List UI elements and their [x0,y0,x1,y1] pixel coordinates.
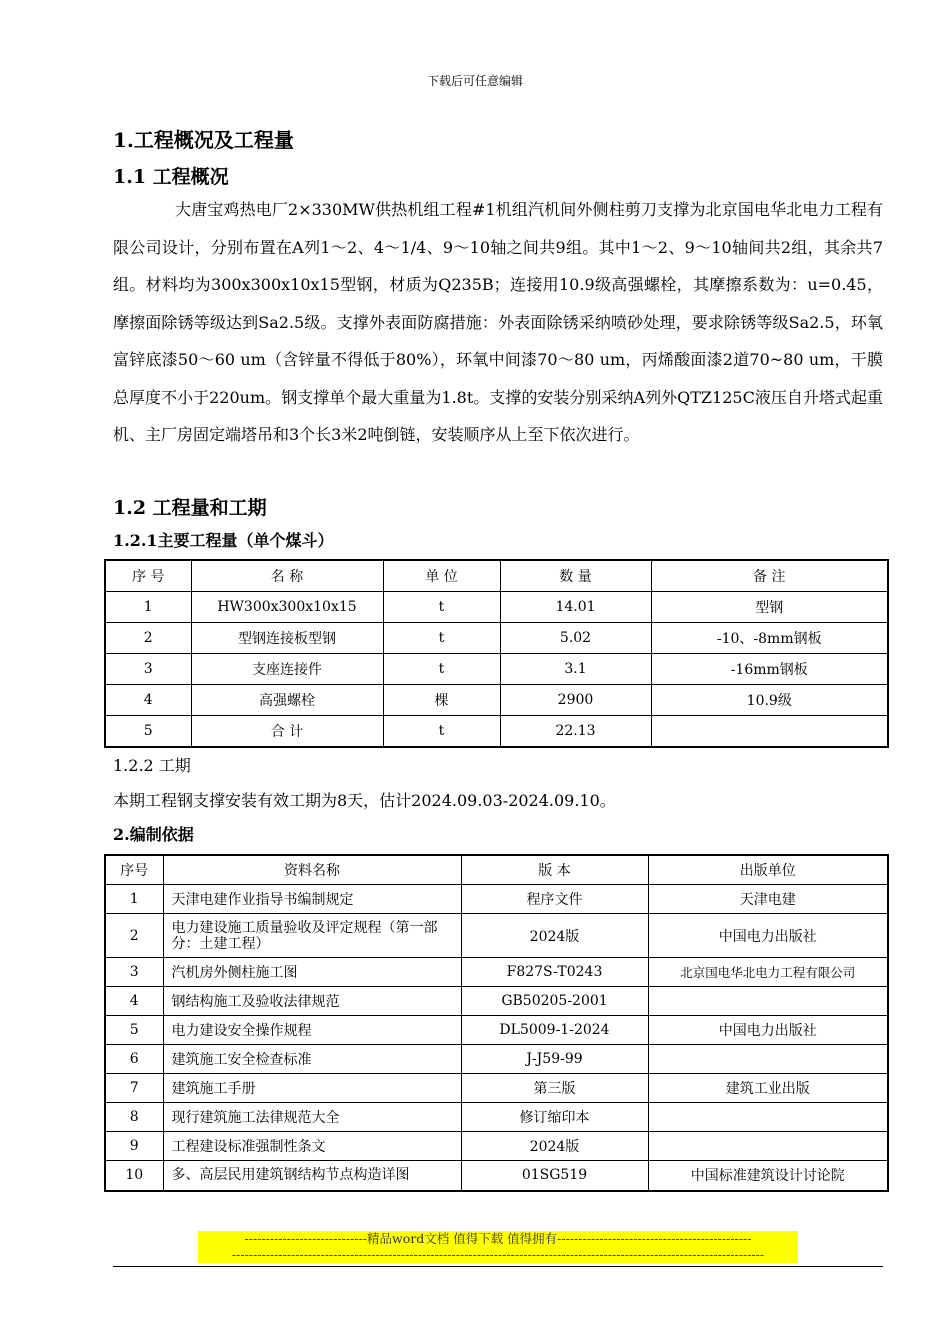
table-cell: HW300x300x10x15 [191,592,383,623]
footer-promo-line2: ------------------------------------------------------------------------------------------------------------------------------ [231,1247,765,1262]
table-cell: 第三版 [461,1074,648,1103]
table-cell: GB50205-2001 [461,987,648,1016]
table-row [105,1045,888,1074]
table-cell: 中国电力出版社 [648,914,888,958]
table-cell: 5.02 [500,623,651,654]
table-cell: 5 [105,1016,163,1045]
table-row [105,1074,888,1103]
table-cell: 2 [105,914,163,958]
table-cell: t [383,716,500,748]
header-cell: 单 位 [383,560,500,592]
footer-promo-line1: -----------------------------精品word文档 值得下载 值得拥有---------------------------------------------- [244,1231,752,1246]
table-cell: -16mm钢板 [651,654,888,685]
header-cell: 出版单位 [648,855,888,885]
table-cell: 修订缩印本 [461,1103,648,1132]
table-cell: 棵 [383,685,500,716]
table-cell: 工程建设标准强制性条文 [163,1132,461,1161]
table-cell: 4 [105,987,163,1016]
table-cell: 14.01 [500,592,651,623]
table-row [105,623,888,654]
table-row [105,654,888,685]
table-cell [648,987,888,1016]
table-cell: 多、高层民用建筑钢结构节点构造详图 [163,1161,461,1191]
quantities-table [104,559,889,748]
table-cell [651,716,888,748]
table-cell: 建筑施工手册 [163,1074,461,1103]
table-cell: 1 [105,592,191,623]
footer-divider [113,1266,883,1267]
header-cell: 资料名称 [163,855,461,885]
table-row [105,958,888,987]
table-row [105,1016,888,1045]
table-cell: 2024版 [461,914,648,958]
table-cell: 程序文件 [461,885,648,914]
table-cell: J-J59-99 [461,1045,648,1074]
table-cell: DL5009-1-2024 [461,1016,648,1045]
table-row [105,987,888,1016]
overview-paragraph: 大唐宝鸡热电厂2×330MW供热机组工程#1机组汽机间外侧柱剪刀支撑为北京国电华北电力工程有限公司设计，分别布置在A列1～2、4～1/4、9～10轴之间共9组。其中1～2、9～10轴间共2组，其余共7组。材料均为300x300x10x15型钢，材质为Q235B；连接用10.9级高强螺栓，其摩擦系数为：u=0.45，摩擦面除锈等级达到Sa2.5级。支撑外表面防腐措施：外表面除锈采纳喷砂处理，要求除锈等级Sa2.5，环氧富锌底漆50～60 um（含锌量不得低于80%），环氧中间漆70～80 um，丙烯酸面漆2道70~80 um，干膜总厚度不小于220um。钢支撑单个最大重量为1.8t。支撑的安装分别采纳A列外QTZ125C液压自升塔式起重机、主厂房固定端塔吊和3个长3米2吨倒链，安装顺序从上至下依次进行。 [113,200,883,444]
table-cell: 现行建筑施工法律规范大全 [163,1103,461,1132]
table-cell: 22.13 [500,716,651,748]
table-cell: 3 [105,654,191,685]
header-note: 下载后可任意编辑 [426,74,523,88]
table-row [105,685,888,716]
table-cell: 2900 [500,685,651,716]
table-header-row [105,560,888,592]
table-cell: t [383,623,500,654]
table-cell: 4 [105,685,191,716]
table-cell: 10.9级 [651,685,888,716]
table-row [105,914,888,958]
header-cell: 名 称 [191,560,383,592]
table-row [105,592,888,623]
table-cell: 支座连接件 [191,654,383,685]
table-cell: 汽机房外侧柱施工图 [163,958,461,987]
table-cell: 建筑施工安全检查标准 [163,1045,461,1074]
table-cell: 建筑工业出版 [648,1074,888,1103]
table-cell: 3 [105,958,163,987]
table-cell: 电力建设安全操作规程 [163,1016,461,1045]
table-cell: 10 [105,1161,163,1191]
table-cell: 2 [105,623,191,654]
table-cell: 3.1 [500,654,651,685]
table-cell: 8 [105,1103,163,1132]
section2-title: 2.编制依据 [113,825,194,844]
table-cell: 型钢 [651,592,888,623]
table-cell: t [383,592,500,623]
table-row [105,1103,888,1132]
table-cell: 2024版 [461,1132,648,1161]
table-cell: 高强螺栓 [191,685,383,716]
table-cell: 6 [105,1045,163,1074]
table-cell: 天津电建 [648,885,888,914]
table-cell: 5 [105,716,191,748]
header-cell: 数 量 [500,560,651,592]
section1-2-1-title: 1.2.1主要工程量（单个煤斗） [113,531,334,550]
table-row [105,1132,888,1161]
table-cell: 天津电建作业指导书编制规定 [163,885,461,914]
header-cell: 序号 [105,855,163,885]
table-cell [648,1045,888,1074]
section1-title: 1.工程概况及工程量 [113,128,294,152]
table-cell: 9 [105,1132,163,1161]
table-cell: F827S-T0243 [461,958,648,987]
table-cell [648,1103,888,1132]
table-cell: 中国电力出版社 [648,1016,888,1045]
table-cell [648,1132,888,1161]
table-cell: 合 计 [191,716,383,748]
header-cell: 序 号 [105,560,191,592]
footer-promo-banner [198,1231,798,1263]
table-cell: 北京国电华北电力工程有限公司 [648,958,888,987]
table-cell: 中国标准建筑设计讨论院 [648,1161,888,1191]
table-header-row [105,855,888,885]
table-cell: 1 [105,885,163,914]
table-cell: 型钢连接板型钢 [191,623,383,654]
section1-2-title: 1.2 工程量和工期 [113,497,267,519]
schedule-text: 本期工程钢支撑安装有效工期为8天，估计2024.09.03-2024.09.10。 [113,791,616,810]
table-row [105,885,888,914]
table-cell: 电力建设施工质量验收及评定规程（第一部分：土建工程） [163,914,461,958]
section1-2-2-title: 1.2.2 工期 [113,756,191,775]
header-cell: 版 本 [461,855,648,885]
header-cell: 备 注 [651,560,888,592]
table-cell: 7 [105,1074,163,1103]
table-cell: t [383,654,500,685]
section1-1-title: 1.1 工程概况 [113,166,229,188]
table-cell: 钢结构施工及验收法律规范 [163,987,461,1016]
basis-table [104,854,889,1192]
table-row [105,716,888,748]
table-cell: 01SG519 [461,1161,648,1191]
table-row [105,1161,888,1191]
table-cell: -10、-8mm钢板 [651,623,888,654]
